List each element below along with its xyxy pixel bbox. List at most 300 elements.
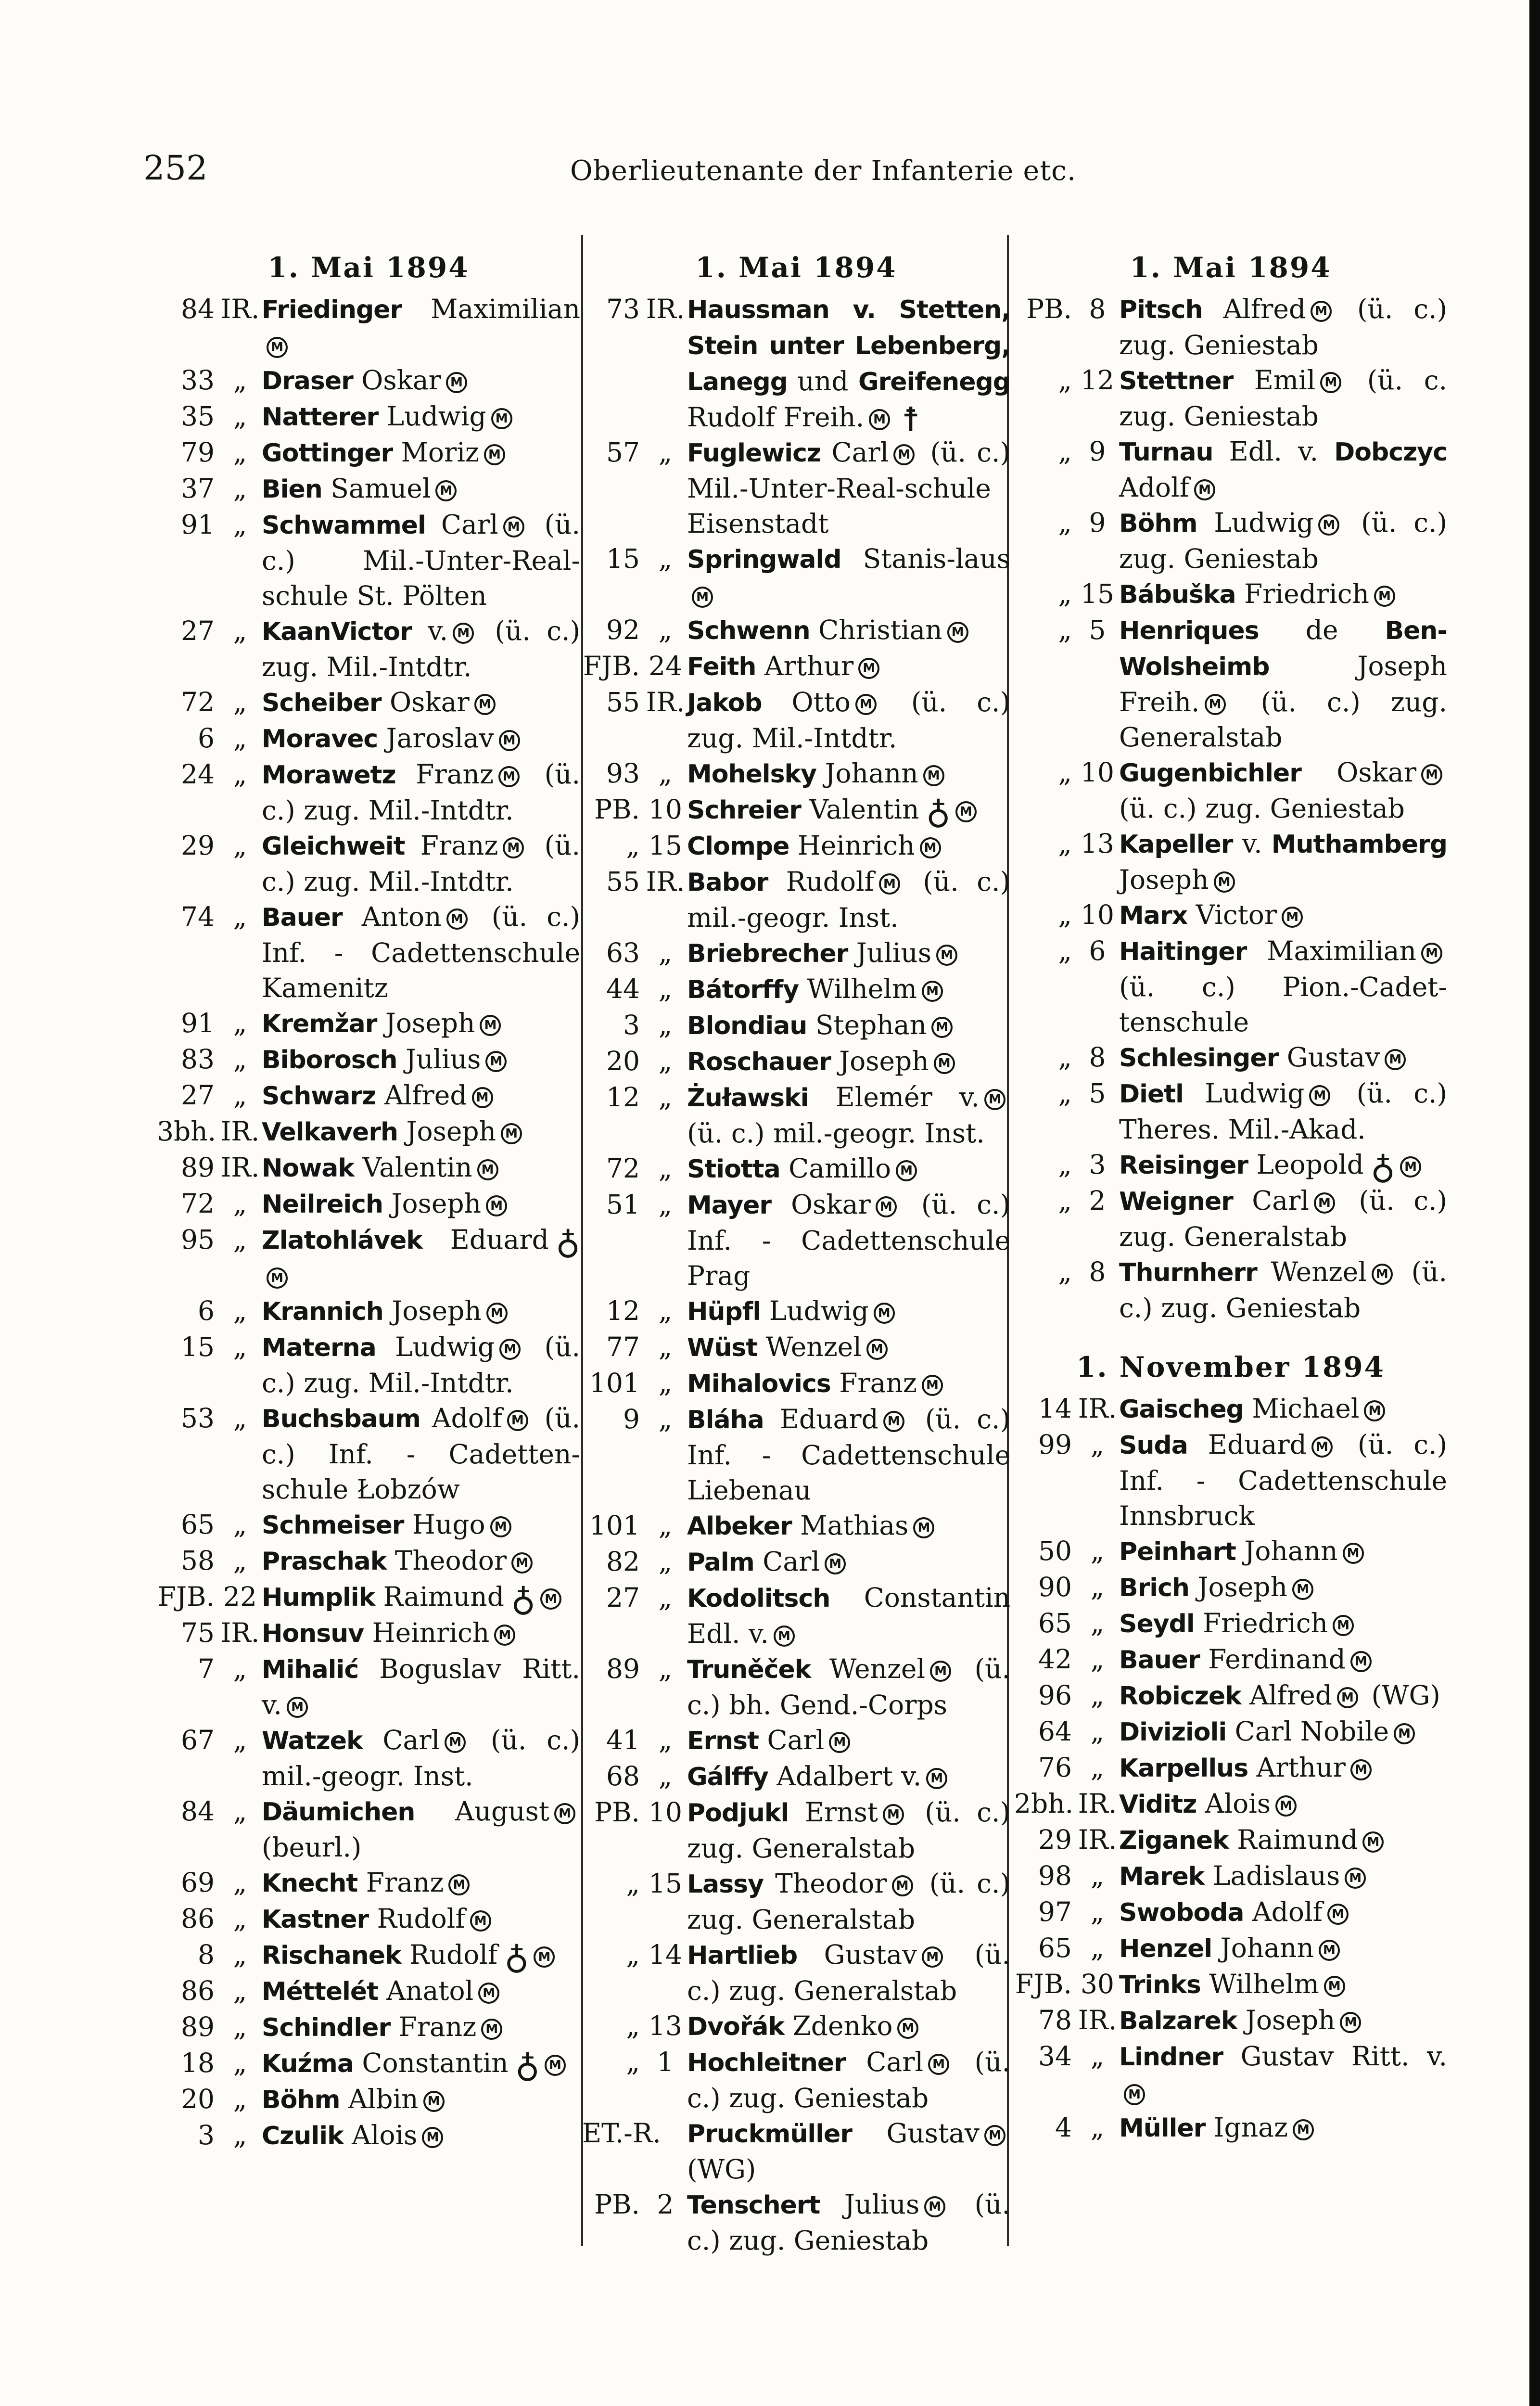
entry-text (1119, 1040, 1447, 1076)
officer-surname: Trinks (1119, 1971, 1201, 1999)
circled-m-icon: M (1333, 1615, 1354, 1636)
officer-surname: Schindler (262, 2013, 391, 2042)
officer-given: Franz (357, 1867, 444, 1898)
entry-number: 53 (181, 1403, 215, 1433)
entry-regiment: 8 (1089, 1256, 1106, 1287)
entry-text (1119, 1147, 1447, 1187)
officer-given: Joseph (830, 1046, 929, 1076)
entry-regiment: 1 (657, 2047, 674, 2077)
officer-note: (ü. c.) zug. Geniestab (1119, 793, 1405, 824)
officer-given: Michael (1243, 1393, 1360, 1424)
circled-m-icon: M (1362, 1831, 1384, 1853)
page-number: 252 (143, 148, 208, 188)
officer-given: Albin (340, 2084, 419, 2114)
officer-given: Ferdinand (1199, 1644, 1346, 1675)
officer-given: Oskar (1301, 757, 1416, 788)
entry-row (1014, 1786, 1447, 1822)
entry-regiment: IR. (1078, 1824, 1117, 1855)
entry-text (262, 1651, 580, 1723)
entry-number: 4 (1055, 2112, 1072, 2143)
officer-given: Rudolf (369, 1903, 465, 1934)
pear-mark-icon: ♁ (515, 2046, 540, 2085)
entry-text (262, 2009, 580, 2046)
entry-regiment: „ (233, 1188, 247, 1219)
entry-number: 6 (198, 723, 215, 754)
officer-given: Eduard (422, 1224, 549, 1255)
officer-surname: Podjukl (687, 1799, 789, 1828)
officer-given: Joseph (377, 1008, 475, 1038)
entry-regiment: „ (233, 830, 247, 861)
entry-number: 14 (1038, 1393, 1072, 1424)
officer-note: (ü. c.) zug. Generalstab (687, 1797, 1010, 1864)
officer-surname: Scheiber (262, 689, 382, 717)
entry-regiment: 15 (649, 830, 682, 861)
officer-given: Zdenko (784, 2010, 893, 2041)
entry-number: 97 (1038, 1896, 1072, 1927)
circled-m-icon: M (931, 1017, 953, 1038)
entry-text (687, 1293, 1010, 1330)
entry-row (1014, 2110, 1447, 2146)
officer-given: Alois (343, 2120, 418, 2150)
entry-text (1119, 1714, 1447, 1750)
circled-m-icon: M (534, 1946, 555, 1968)
entry-regiment: IR. (1078, 2005, 1117, 2035)
officer-given: Stanis-laus (841, 543, 1010, 574)
officer-given: Oskar (353, 365, 441, 396)
entry-text (687, 1402, 1010, 1508)
officer-given: Franz (395, 759, 494, 790)
entry-row (157, 1507, 580, 1543)
officer-given: Gustav Ritt. v. (1223, 2041, 1447, 2072)
entry-text (687, 1937, 1010, 2009)
officer-surname: Babor (687, 868, 768, 897)
officer-surname: Honsuv (262, 1619, 364, 1648)
entry-text (687, 2009, 1010, 2045)
circled-m-icon: M (879, 873, 900, 895)
circled-m-icon: M (1309, 1085, 1330, 1106)
officer-given: Christian (810, 614, 942, 645)
officer-surname: Weigner (1119, 1187, 1233, 1216)
officer-surname: Karpellus (1119, 1754, 1248, 1783)
entry-row (1014, 1076, 1447, 1147)
entry-number: 15 (606, 543, 640, 574)
entry-number: 96 (1038, 1680, 1072, 1711)
entry-number: 12 (606, 1295, 640, 1326)
entry-row (1014, 1570, 1447, 1606)
entry-text (262, 363, 580, 399)
circled-m-icon: M (501, 1123, 522, 1144)
entry-text (262, 1186, 580, 1222)
entry-row (157, 1042, 580, 1078)
officer-given: Victor (1187, 899, 1277, 930)
officer-given: Adolf (1244, 1896, 1323, 1927)
officer-surname: Clompe (687, 832, 789, 861)
entry-text (1119, 1183, 1447, 1254)
officer-surname: Kremžar (262, 1010, 377, 1038)
circled-m-icon: M (896, 1160, 917, 1181)
officer-given: Theodor (764, 1868, 887, 1899)
officer-given: Raimund (1228, 1824, 1358, 1855)
officer-given: Anton (342, 901, 442, 932)
entry-number: 29 (181, 830, 215, 861)
entry-text (1119, 1931, 1447, 1967)
officer-given: Edl. v. (1213, 436, 1335, 467)
entry-row (1014, 826, 1447, 897)
circled-m-icon: M (423, 2091, 445, 2112)
officer-surname: Biborosch (262, 1046, 397, 1075)
officer-surname: Dvořák (687, 2012, 785, 2041)
officer-given: Constantin (353, 2048, 509, 2078)
circled-m-icon: M (1194, 479, 1215, 500)
running-head: Oberlieutenante der Infanterie etc. (570, 155, 1077, 187)
entry-regiment: 2 (657, 2189, 674, 2220)
entry-text (687, 1651, 1010, 1723)
entry-text (1119, 755, 1447, 826)
entry-regiment: „ (233, 2120, 247, 2150)
entry-text (687, 1723, 1010, 1759)
entry-row (582, 292, 1010, 439)
officer-given: August (415, 1796, 549, 1827)
entry-number: 95 (181, 1224, 215, 1255)
circled-m-icon: M (540, 1588, 561, 1610)
officer-surname: Robiczek (1119, 1682, 1241, 1711)
officer-surname: Däumichen (262, 1798, 415, 1827)
officer-given: Alois (1196, 1788, 1271, 1819)
entry-number: „ (1058, 935, 1072, 966)
entry-row (582, 1080, 1010, 1151)
entry-text (687, 1080, 1010, 1151)
entry-row (157, 399, 580, 435)
officer-note: (ü. c.) Theres. Mil.-Akad. (1119, 1078, 1447, 1145)
officer-surname: Hochleitner (687, 2048, 846, 2077)
circled-m-icon: M (955, 801, 977, 822)
entry-number: 101 (589, 1510, 640, 1541)
entry-row (582, 1544, 1010, 1580)
entry-text (1119, 1076, 1447, 1147)
officer-given: Alfred (376, 1080, 467, 1111)
circled-m-icon: M (922, 981, 943, 1002)
officer-given: Julius (848, 937, 932, 968)
circled-m-icon: M (1350, 1759, 1372, 1780)
entry-row (157, 757, 580, 828)
officer-surname: Turnau (1119, 438, 1213, 467)
officer-surname: Wüst (687, 1333, 758, 1362)
officer-surname: Bláha (687, 1406, 764, 1434)
entry-row (157, 1114, 580, 1150)
entry-number: 3bh. (157, 1116, 216, 1147)
circled-m-icon: M (267, 1267, 288, 1289)
officer-note: (WG) (1362, 1680, 1440, 1711)
entry-regiment: „ (1090, 1716, 1105, 1747)
entry-row (157, 685, 580, 721)
officer-given: Arthur (756, 651, 854, 681)
officer-surname: Briebrecher (687, 939, 848, 968)
entry-number: FJB. (1015, 1969, 1072, 1999)
entry-row (582, 541, 1010, 613)
pear-mark-icon: ♁ (510, 1579, 536, 1619)
entry-text (1119, 505, 1447, 576)
officer-note: (ü. c.) zug. Mil.-Intdtr. (262, 830, 580, 897)
entry-text (262, 1293, 580, 1330)
entry-row (157, 1150, 580, 1186)
entry-row (157, 1078, 580, 1114)
entry-row (582, 613, 1010, 649)
entry-row (157, 1401, 580, 1507)
entry-text (262, 507, 580, 614)
officer-note: (ü. c.) Inf. - Cadettenschule Liebenau (687, 1404, 1010, 1506)
entry-number: 27 (181, 615, 215, 646)
circled-m-icon: M (480, 1015, 501, 1036)
entry-text (1119, 826, 1447, 897)
circled-m-icon: M (1421, 764, 1442, 785)
officer-note: (ü. c.) Mil.-Unter-Real-schule St. Pölten (262, 509, 580, 611)
entry-row (582, 1508, 1010, 1544)
officer-surname: Gálffy (687, 1763, 768, 1792)
entry-row (157, 2082, 580, 2118)
circled-m-icon: M (453, 623, 474, 644)
entry-row (1014, 1967, 1447, 2003)
officer-surname: Palm (687, 1548, 754, 1577)
circled-m-icon: M (507, 1410, 528, 1431)
officer-surname: Dietl (1119, 1080, 1184, 1109)
entry-text (262, 435, 580, 471)
circled-m-icon: M (485, 1051, 507, 1072)
entry-text (1119, 1391, 1447, 1427)
entry-number: 7 (198, 1653, 215, 1684)
entry-text (1119, 363, 1447, 434)
entry-row (157, 1901, 580, 1937)
entry-text (687, 828, 1010, 864)
entry-regiment: „ (233, 2011, 247, 2042)
entry-regiment: IR. (220, 1617, 260, 1648)
entry-regiment: 10 (649, 1797, 682, 1828)
entry-regiment: „ (1090, 1680, 1105, 1711)
entry-row (157, 1186, 580, 1222)
circled-m-icon: M (1400, 1156, 1421, 1177)
entry-text (262, 1330, 580, 1401)
circled-m-icon: M (930, 1661, 951, 1682)
officer-given: Adalbert v. (768, 1761, 922, 1792)
circled-m-icon: M (470, 1910, 491, 1932)
officer-given: Ludwig (761, 1295, 869, 1326)
officer-given: Joseph (1119, 864, 1209, 895)
circled-m-icon: M (1319, 1940, 1340, 1961)
entry-row (1014, 755, 1447, 826)
officer-given: Carl Nobile (1226, 1716, 1389, 1747)
page-edge (1529, 0, 1540, 2406)
officer-given: und (787, 366, 858, 397)
officer-given: Stephan (807, 1010, 927, 1040)
entry-number: 84 (181, 1796, 215, 1827)
circled-m-icon: M (1293, 2119, 1314, 2140)
entry-number: 74 (181, 901, 215, 932)
entry-text (262, 1901, 580, 1937)
entry-number: „ (626, 830, 640, 861)
officer-surname: Henriques (1119, 616, 1259, 645)
entry-regiment: „ (233, 473, 247, 504)
officer-note: (ü. c.) zug. Geniestab (687, 2047, 1010, 2113)
entry-row (582, 1330, 1010, 1366)
entry-text (1119, 1967, 1447, 2003)
officer-given: Franz (405, 830, 498, 861)
entry-regiment: IR. (220, 1116, 260, 1147)
officer-surname: Nowak (262, 1154, 354, 1183)
officer-given: Carl (362, 1725, 440, 1755)
entry-row (1014, 292, 1447, 363)
entry-number: 51 (606, 1189, 640, 1220)
officer-given: Rudolf (768, 866, 874, 897)
entry-text (262, 1723, 580, 1794)
officer-given: Wenzel (811, 1653, 926, 1684)
entry-regiment: IR. (1078, 1788, 1117, 1819)
entry-text (262, 1078, 580, 1114)
circled-m-icon: M (267, 337, 288, 358)
entry-row (582, 864, 1010, 935)
officer-surname: Henzel (1119, 1934, 1212, 1963)
entry-text (687, 1795, 1010, 1866)
entry-text (687, 756, 1010, 792)
entry-regiment: „ (233, 365, 247, 396)
officer-given: Maximilian (1247, 935, 1416, 966)
entry-number: 20 (181, 2084, 215, 2114)
entry-number: 65 (1038, 1932, 1072, 1963)
entry-number: 29 (1038, 1824, 1072, 1855)
circled-m-icon: M (1320, 372, 1341, 393)
entry-regiment: „ (658, 1725, 673, 1755)
entry-regiment: „ (233, 1653, 247, 1684)
officer-surname: Stettner (1119, 367, 1234, 396)
officer-surname: Tenschert (687, 2191, 820, 2220)
entry-regiment: „ (1090, 1860, 1105, 1891)
entry-text (1119, 2039, 1447, 2110)
entry-regiment: „ (1090, 2112, 1105, 2143)
entry-text (1119, 1786, 1447, 1822)
officer-given: de (1259, 614, 1385, 645)
circled-m-icon: M (1364, 1400, 1385, 1421)
entry-regiment: „ (658, 437, 673, 468)
circled-m-icon: M (481, 2019, 502, 2040)
officer-given: Joseph Freih. (1119, 651, 1447, 717)
entry-regiment: 2 (1089, 1185, 1106, 1216)
officer-given: Ludwig (376, 1331, 495, 1362)
entry-row (582, 1366, 1010, 1402)
circled-m-icon: M (1124, 2084, 1145, 2105)
entry-row (157, 1615, 580, 1651)
entry-number: 12 (606, 1082, 640, 1113)
circled-m-icon: M (920, 837, 941, 858)
officer-given: Wenzel (1257, 1256, 1367, 1287)
entry-text (1119, 1822, 1447, 1858)
entry-number: ET.-R. (582, 2118, 661, 2149)
entry-row (582, 1293, 1010, 1330)
circled-m-icon: M (1345, 1868, 1366, 1889)
entry-text (262, 1937, 580, 1977)
entry-regiment: „ (658, 1046, 673, 1076)
officer-given: Julius (820, 2189, 920, 2220)
entry-row (157, 1293, 580, 1330)
entry-text (687, 1151, 1010, 1187)
circled-m-icon: M (545, 2055, 566, 2076)
entry-regiment: „ (233, 1008, 247, 1038)
entry-text (687, 1866, 1010, 1937)
entry-text (1119, 2110, 1447, 2146)
officer-surname: Mihalovics (687, 1369, 831, 1398)
officer-surname: Thurnherr (1119, 1258, 1257, 1287)
entry-regiment: „ (658, 1153, 673, 1184)
officer-given: Friedrich (1194, 1608, 1328, 1638)
officer-note: (ü. c. zug. Geniestab (1119, 365, 1447, 432)
officer-note: (ü. c.) Pion.-Cadet-tenschule (1119, 972, 1447, 1037)
entry-text (687, 435, 1010, 541)
officer-given: Joseph (383, 1188, 482, 1219)
entry-regiment: „ (233, 2084, 247, 2114)
entry-text (262, 1615, 580, 1651)
entry-number: 89 (181, 1152, 215, 1183)
entry-regiment: „ (658, 1331, 673, 1362)
circled-m-icon: M (472, 1087, 493, 1108)
officer-surname: Gottinger (262, 439, 393, 468)
officer-given: Constantin Edl. v. (687, 1582, 1010, 1649)
entry-text (687, 1508, 1010, 1544)
entry-row (1014, 2003, 1447, 2039)
entry-regiment: 10 (1081, 899, 1114, 930)
entry-regiment: „ (658, 1546, 673, 1577)
entry-text (687, 1330, 1010, 1366)
officer-given: Valentin (801, 794, 919, 825)
officer-given: Johann (1235, 1536, 1338, 1566)
officer-given: Valentin (354, 1152, 472, 1183)
circled-m-icon: M (1314, 1192, 1335, 1214)
entry-row (582, 935, 1010, 972)
officer-surname: Ziganek (1119, 1826, 1229, 1855)
officer-surname: Divizioli (1119, 1718, 1227, 1747)
circled-m-icon: M (984, 1089, 1005, 1110)
entry-text (687, 864, 1010, 935)
circled-m-icon: M (448, 1874, 470, 1895)
officer-surname: Mayer (687, 1191, 772, 1220)
officer-surname: Ernst (687, 1727, 759, 1755)
column-2 (582, 250, 1010, 2258)
officer-note: (ü. c.) zug. Generalstab (687, 1868, 1010, 1935)
officer-given: Arthur (1248, 1752, 1346, 1783)
entry-text (1119, 2003, 1447, 2039)
entry-number: 83 (181, 1044, 215, 1075)
circled-m-icon: M (926, 1768, 947, 1789)
officer-given: Adolf (420, 1403, 502, 1433)
entry-number: 55 (606, 866, 640, 897)
entry-number: „ (1058, 1078, 1072, 1109)
officer-given: Rudolf (401, 1939, 498, 1970)
entry-regiment: „ (233, 1725, 247, 1755)
officer-note: (ü. c.) Mil.-Unter-Real-schule Eisenstadt (687, 437, 1010, 539)
circled-m-icon: M (498, 766, 520, 787)
entry-row (1014, 505, 1447, 576)
entry-text (262, 1114, 580, 1150)
circled-m-icon: M (922, 1375, 943, 1396)
circled-m-icon: M (923, 765, 944, 786)
officer-note: (ü. c.) Inf. - Cadetten-schule Łobzów (262, 1403, 580, 1505)
entry-text (262, 899, 580, 1006)
entry-number: „ (1058, 1149, 1072, 1180)
entry-text (262, 1042, 580, 1078)
officer-surname: Suda (1119, 1431, 1188, 1460)
entry-number: 76 (1038, 1752, 1072, 1783)
circled-m-icon: M (893, 444, 915, 465)
entry-regiment: IR. (220, 294, 260, 324)
officer-surname: Schmeiser (262, 1511, 404, 1540)
entry-row (582, 756, 1010, 792)
officer-note: (ü. c.) mil.-geogr. Inst. (687, 866, 1010, 933)
